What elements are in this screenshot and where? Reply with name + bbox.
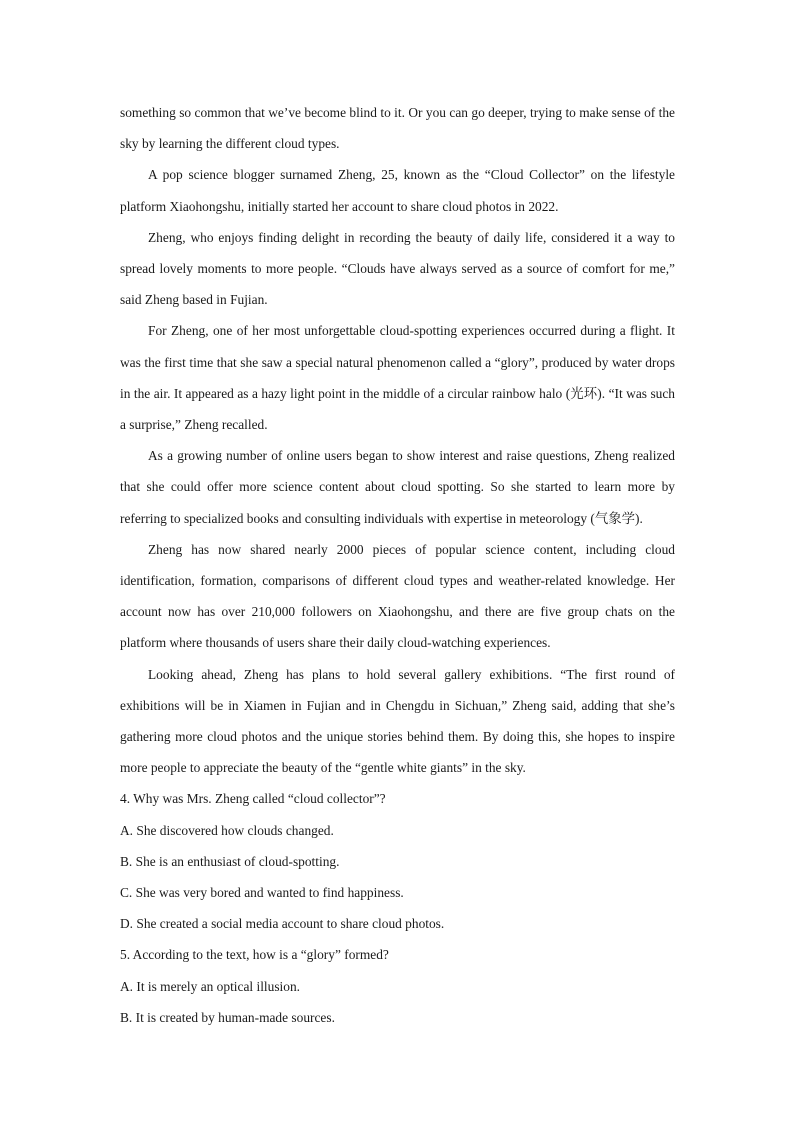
- option-a: A. It is merely an optical illusion.: [120, 978, 300, 994]
- passage-paragraph: For Zheng, one of her most unforgettable cloud-spotting experiences occurred during a flight. It was the first time that she saw a special natural phenomenon called a “glory”, produced by water drops in the air. It appeared as a hazy light point in the middle of a circular rainbow halo (光环). “It was such a surprise,” Zheng recalled.: [120, 323, 675, 433]
- option-b: B. It is created by human-made sources.: [120, 1009, 335, 1025]
- question-stem: 5. According to the text, how is a “glory” formed?: [120, 947, 389, 963]
- option-b: B. She is an enthusiast of cloud-spotting.: [120, 853, 340, 869]
- passage-paragraph: Zheng, who enjoys finding delight in recording the beauty of daily life, considered it a way to spread lovely moments to more people. “Clouds have always served as a source of comfort for me,” said Zheng based in Fujian.: [120, 229, 675, 308]
- reading-passage: [120, 97, 675, 783]
- option-d: D. She created a social media account to share cloud photos.: [120, 916, 445, 932]
- option-c: C. She was very bored and wanted to find happiness.: [120, 885, 404, 901]
- passage-paragraph: A pop science blogger surnamed Zheng, 25, known as the “Cloud Collector” on the lifestyle platform Xiaohongshu, initially started her account to share cloud photos in 2022.: [120, 167, 675, 214]
- passage-paragraph-continued: something so common that we’ve become blind to it. Or you can go deeper, trying to make sense of the sky by learning the different cloud types.: [120, 105, 675, 152]
- question-5: [120, 939, 675, 1033]
- passage-paragraph: Zheng has now shared nearly 2000 pieces of popular science content, including cloud identification, formation, comparisons of different cloud types and weather-related knowledge. Her account now has over 210,000 followers on Xiaohongshu, and there are five group chats on the platform where thousands of users share their daily cloud-watching experiences.: [120, 541, 675, 651]
- passage-paragraph: Looking ahead, Zheng has plans to hold several gallery exhibitions. “The first round of exhibitions will be in Xiamen in Fujian and in Chengdu in Sichuan,” Zheng said, adding that she’s gathering more cloud photos and the unique stories behind them. By doing this, she hopes to inspire more people to appreciate the beauty of the “gentle white giants” in the sky.: [120, 666, 675, 776]
- option-a: A. She discovered how clouds changed.: [120, 822, 334, 838]
- question-stem: 4. Why was Mrs. Zheng called “cloud collector”?: [120, 791, 386, 807]
- document-body: [120, 97, 675, 1033]
- passage-paragraph: As a growing number of online users began to show interest and raise questions, Zheng realized that she could offer more science content about cloud spotting. So she started to learn more by referring to specialized books and consulting individuals with expertise in meteorology (气象学).: [120, 448, 675, 526]
- question-4: [120, 783, 675, 939]
